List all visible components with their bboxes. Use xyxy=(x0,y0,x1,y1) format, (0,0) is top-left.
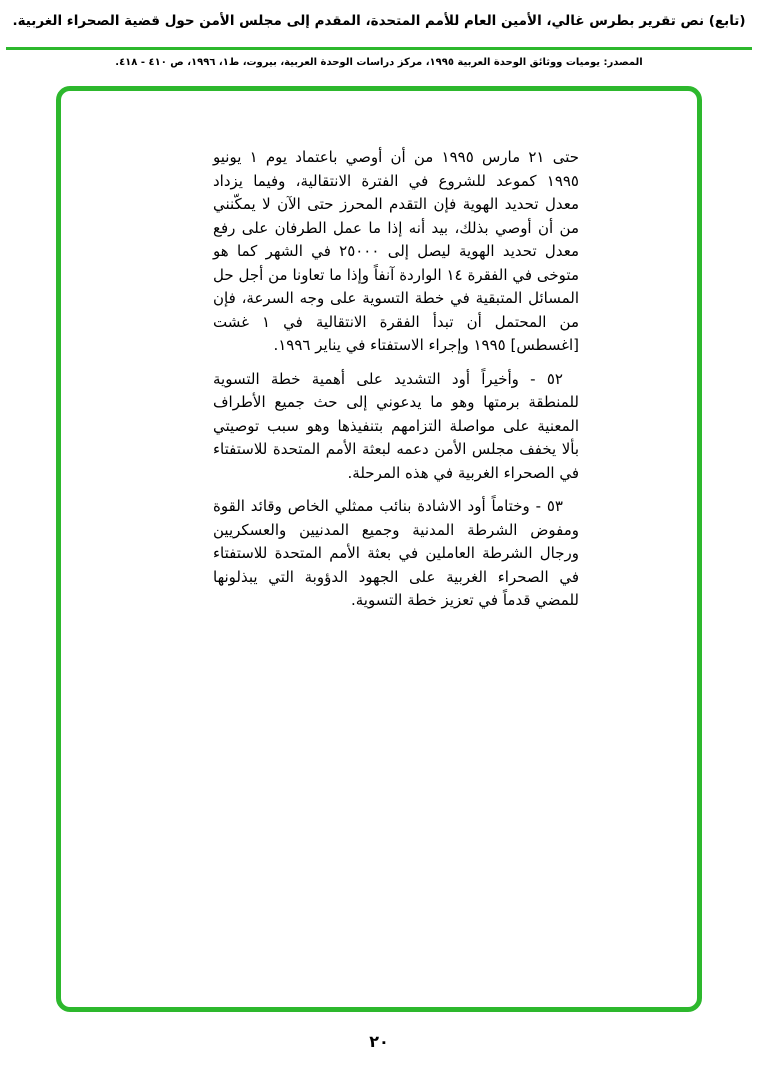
paragraph-continuation: حتى ٢١ مارس ١٩٩٥ من أن أوصي باعتماد يوم ١ يونيو ١٩٩٥ كموعد للشروع في الفترة الانتقالية، وفيما يزداد معدل تحديد الهوية فإن التقدم المحرز حتى الآن لا يمكّنني من أن أوصي بذلك، بيد أنه إذا ما عمل الطرفان على رفع معدل تحديد الهوية ليصل إلى ٢٥٠٠٠ في الشهر كما هو متوخى في الفقرة ١٤ الواردة آنفاً وإذا ما تعاونا من أجل حل المسائل المتبقية في خطة التسوية على وجه السرعة، فإن من المحتمل أن تبدأ الفقرة الانتقالية في ١ غشت [اغسطس] ١٩٩٥ وإجراء الاستفتاء في يناير ١٩٩٦. xyxy=(213,148,579,354)
page-number: ٢٠ xyxy=(369,1032,389,1051)
bordered-text-box xyxy=(56,86,702,1012)
header-divider xyxy=(6,47,752,50)
paragraph-52: ٥٢ - وأخيراً أود التشديد على أهمية خطة التسوية للمنطقة برمتها وهو ما يدعوني إلى حث جميع الأطراف المعنية على مواصلة التزامهم بتنفيذها وهو سبب توصيتي بألا يخفف مجلس الأمن دعمه لبعثة الأمم المتحدة للاستفتاء في الصحراء الغربية في هذه المرحلة. xyxy=(213,369,579,482)
report-body xyxy=(213,146,579,623)
report-title: (تابع) نص تقرير بطرس غالي، الأمين العام للأمم المتحدة، المقدم إلى مجلس الأمن حول قضية الصحراء الغربية. xyxy=(12,13,746,29)
paragraph-53: ٥٣ - وختاماً أود الاشادة بنائب ممثلي الخاص وقائد القوة ومفوض الشرطة المدنية وجميع المدنيين والعسكريين ورجال الشرطة العاملين في بعثة الأمم المتحدة للاستفتاء في الصحراء الغربية على الجهود الدؤوبة التي يبذلونها للمضي قدماً في تعزيز خطة التسوية. xyxy=(213,497,579,609)
source-citation: المصدر: يوميات ووثائق الوحدة العربية ١٩٩٥، مركز دراسات الوحدة العربية، بيروت، ط١، ١٩٩٦، ص ٤١٠ - ٤١٨. xyxy=(115,57,643,68)
